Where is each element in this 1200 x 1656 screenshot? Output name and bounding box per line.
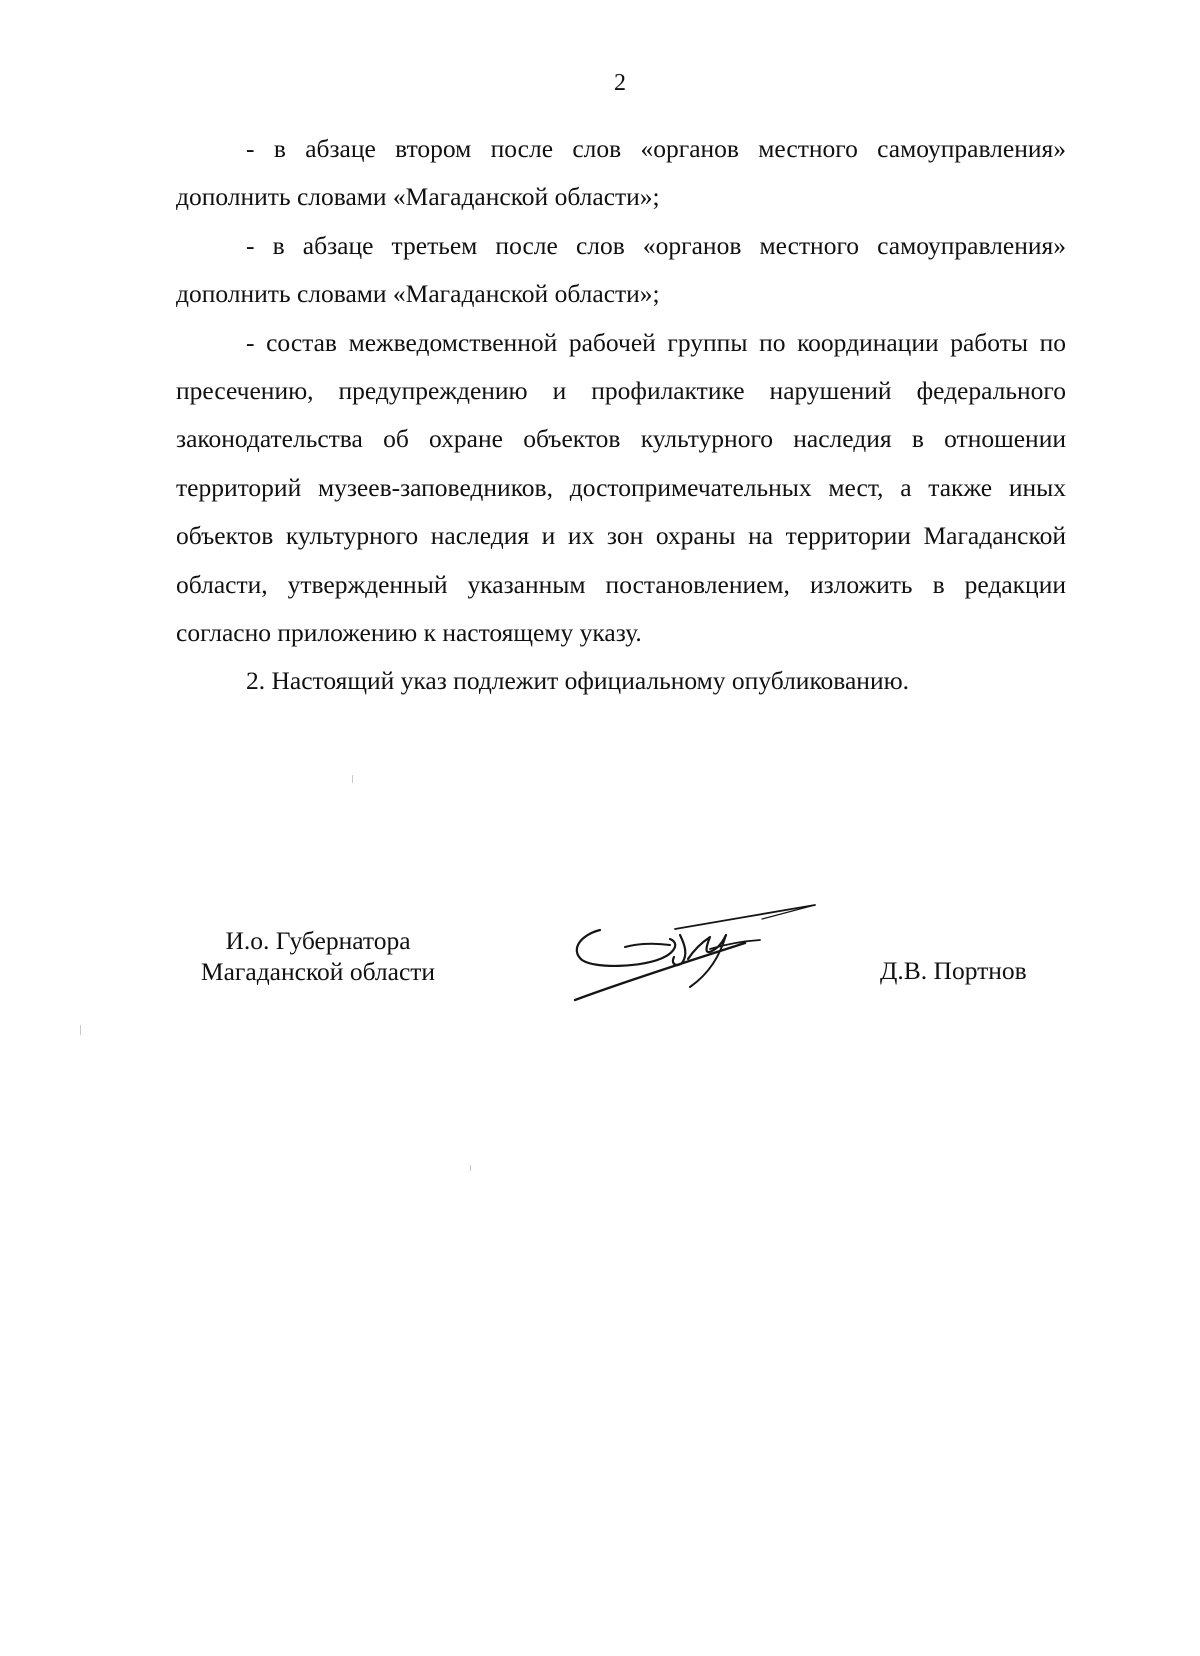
signatory-title-line1: И.о. Губернатора [225, 926, 411, 955]
signatory-title-line2: Магаданской области [200, 957, 436, 986]
scan-speck [352, 775, 353, 783]
paragraph-publication: 2. Настоящий указ подлежит официальному опубликованию. [246, 666, 910, 696]
paragraph-amendment-second: - в абзаце втором после слов «органов местного самоуправления» дополнить словами «Магаданской области»; [176, 134, 1066, 212]
paragraph-amendment-third: - в абзаце третьем после слов «органов местного самоуправления» дополнить словами «Магаданской области»; [176, 230, 1066, 309]
document-body [176, 125, 1066, 706]
paragraph-working-group: - состав межведомственной рабочей группы по координации работы по пресечению, предупреждению и профилактике нарушений федерального законодательства об охране объектов культурного наследия в отношении территорий музеев-заповедников, достопримечательных мест, а также иных объектов культурного наследия и их зон охраны на территории Магаданской области, утвержденный указанным постановлением, изложить в редакции согласно приложению к настоящему указу. [176, 327, 1066, 648]
signatory-name: Д.В. Портнов [880, 956, 1027, 985]
handwritten-signature [570, 885, 870, 1015]
scan-speck [470, 1165, 471, 1171]
page-number: 2 [614, 70, 626, 96]
scan-speck [80, 1025, 81, 1035]
signatory-title [178, 925, 458, 987]
